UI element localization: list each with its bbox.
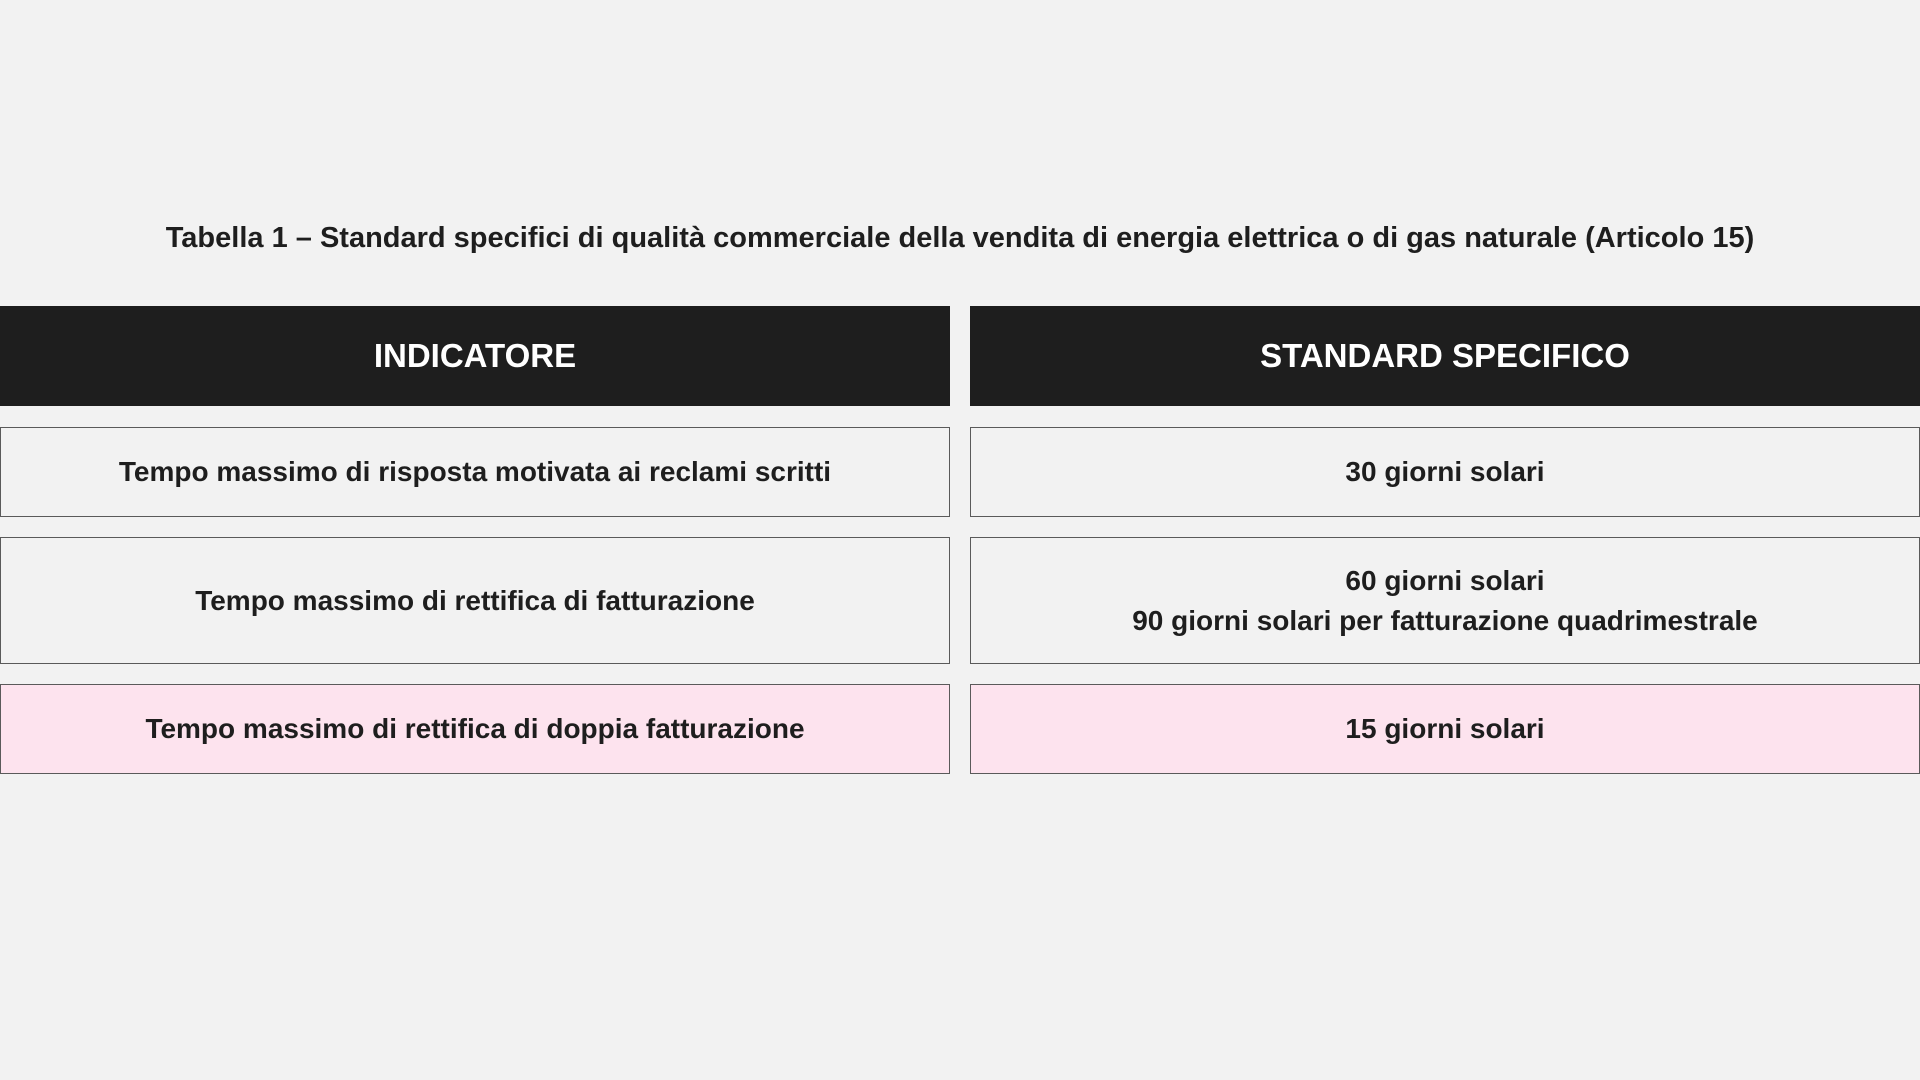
standard-text: 90 giorni solari per fatturazione quadrimestrale — [1132, 604, 1758, 636]
indicator-cell — [0, 537, 950, 664]
standard-cell — [970, 537, 1920, 664]
header-standard-specifico: STANDARD SPECIFICO — [970, 306, 1920, 406]
standard-text: 30 giorni solari — [1345, 456, 1545, 487]
standard-text: 60 giorni solari — [1345, 564, 1545, 596]
indicator-text: Tempo massimo di rettifica di doppia fatturazione — [145, 713, 805, 744]
indicator-cell — [0, 427, 950, 517]
indicator-text: Tempo massimo di risposta motivata ai reclami scritti — [118, 456, 832, 487]
header-indicatore: INDICATORE — [0, 306, 950, 406]
standard-cell-highlighted — [970, 684, 1920, 774]
indicator-text: Tempo massimo di rettifica di fatturazione — [195, 584, 755, 616]
standard-text: 15 giorni solari — [1345, 713, 1545, 744]
standard-cell — [970, 427, 1920, 517]
indicator-cell-highlighted — [0, 684, 950, 774]
page-title: Tabella 1 – Standard specifici di qualità commerciale della vendita di energia elettrica o di gas naturale (Articolo 15) — [165, 222, 1755, 254]
